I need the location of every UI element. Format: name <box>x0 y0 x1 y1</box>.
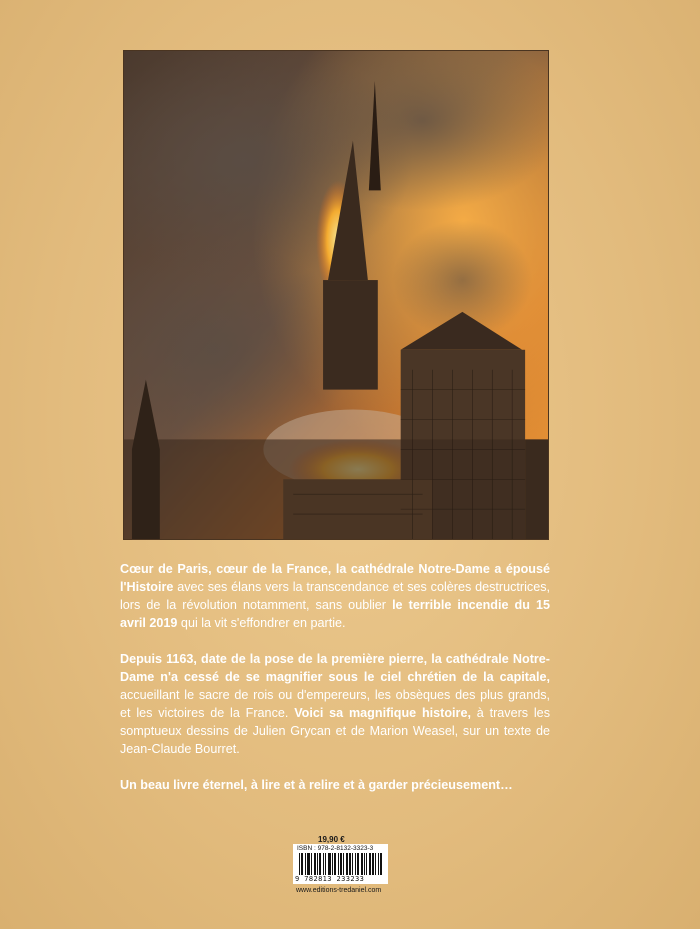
barcode <box>293 844 388 884</box>
publisher-website: www.editions-tredaniel.com <box>296 887 382 894</box>
back-cover-blurb <box>120 560 550 812</box>
blurb-paragraph-1: Cœur de Paris, cœur de la France, la cathédrale Notre-Dame a épousé l'Histoire avec ses élans vers la transcendance et ses colères destructrices, lors de la révolution notamment, sans oublier le terrible incendie du 15 avril 2019 qui la vit s'effondrer en partie. <box>120 562 550 630</box>
blurb-paragraph-2: Depuis 1163, date de la pose de la première pierre, la cathédrale Notre-Dame n'a cessé de se magnifier sous le ciel chrétien de la capitale, accueillant le sacre de rois ou d'empereurs, les obsèques des plus grands, et les victoires de la France. Voici sa magnifique histoire, à travers les somptueux dessins de Julien Grycan et de Marion Weasel, sur un texte de Jean-Claude Bourret. <box>120 652 550 756</box>
blurb-paragraph-3: Un beau livre éternel, à lire et à relire et à garder précieusement… <box>120 778 513 792</box>
barcode-icon <box>299 853 383 875</box>
price-label: 19,90 € <box>318 835 345 844</box>
cover-illustration <box>123 50 549 540</box>
ean-digits: 9 782813 233233 <box>295 875 365 883</box>
notre-dame-fire-illustration <box>124 51 548 539</box>
isbn-label: ISBN : 978-2-8132-3323-3 <box>297 845 374 852</box>
